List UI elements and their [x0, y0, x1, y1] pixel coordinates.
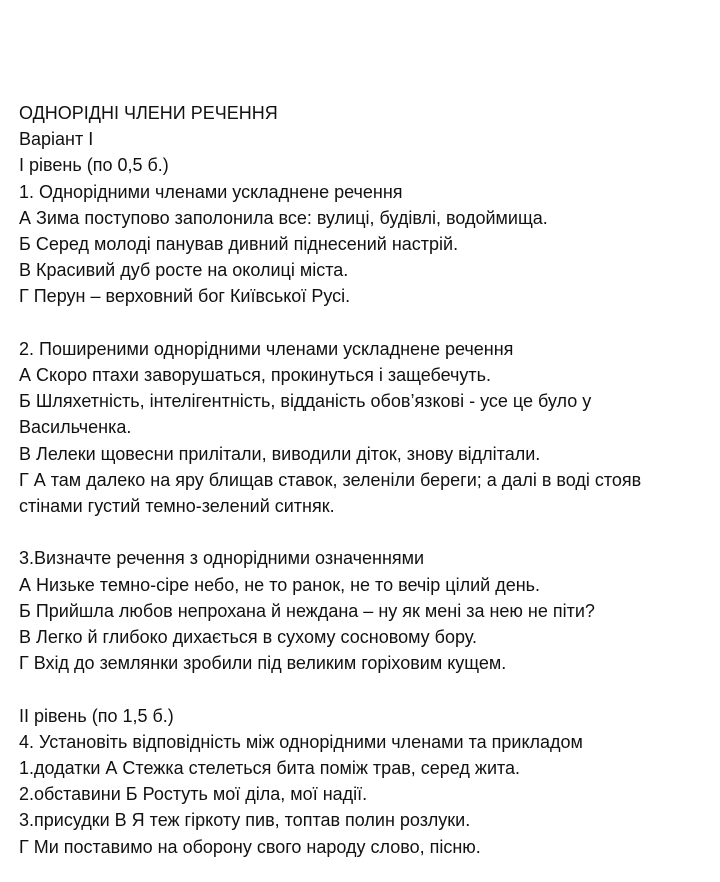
variant-label: Варіант I — [19, 129, 94, 150]
q2-option-b-continued: Васильченка. — [19, 417, 132, 438]
question-2: 2. Поширеними однорідними членами ускладнене речення — [19, 338, 514, 359]
spacer — [19, 310, 714, 336]
spacer — [19, 519, 714, 545]
q3-option-b: Б Прийшла любов непрохана й неждана – ну як мені за нею не піти? — [19, 600, 595, 621]
question-4: 4. Установіть відповідність між однорідними членами та прикладом — [19, 731, 583, 752]
document-page — [19, 100, 714, 860]
q3-option-a: А Низьке темно-сіре небо, не то ранок, не то вечір цілий день. — [19, 574, 541, 595]
question-1: 1. Однорідними членами ускладнене речення — [19, 181, 403, 202]
q1-option-c: В Красивий дуб росте на околиці міста. — [19, 260, 349, 281]
q2-option-a: А Скоро птахи заворушаться, прокинуться і защебечуть. — [19, 365, 492, 386]
q2-option-b: Б Шляхетність, інтелігентність, відданість обов’язкові - усе це було у — [19, 391, 592, 412]
level-1-heading: І рівень (по 0,5 б.) — [19, 155, 169, 176]
q4-row-2: 2.обставини Б Ростуть мої діла, мої надії. — [19, 784, 368, 805]
q1-option-b: Б Серед молоді панував дивний піднесений настрій. — [19, 234, 459, 255]
q4-row-4: Г Ми поставимо на оборону свого народу слово, пісню. — [19, 836, 481, 857]
q1-option-a: А Зима поступово заполонила все: вулиці, будівлі, водоймища. — [19, 207, 548, 228]
level-2-heading: ІІ рівень (по 1,5 б.) — [19, 705, 174, 726]
question-3: 3.Визначте речення з однорідними означеннями — [19, 548, 425, 569]
q2-option-d-continued: стінами густий темно-зелений ситняк. — [19, 496, 335, 517]
spacer — [19, 676, 714, 702]
document-title: ОДНОРІДНІ ЧЛЕНИ РЕЧЕННЯ — [19, 103, 278, 123]
q3-option-d: Г Вхід до землянки зробили під великим горіховим кущем. — [19, 653, 507, 674]
q4-row-3: 3.присудки В Я теж гіркоту пив, топтав полин розлуки. — [19, 810, 471, 831]
q1-option-d: Г Перун – верховний бог Київської Русі. — [19, 286, 351, 307]
q4-row-1: 1.додатки А Стежка стелеться бита поміж трав, серед жита. — [19, 758, 521, 779]
q3-option-c: В Легко й глибоко дихається в сухому сосновому бору. — [19, 627, 477, 648]
q2-option-d: Г А там далеко на яру блищав ставок, зеленіли береги; а далі в воді стояв — [19, 469, 642, 490]
q2-option-c: В Лелеки щовесни прилітали, виводили діток, знову відлітали. — [19, 443, 541, 464]
